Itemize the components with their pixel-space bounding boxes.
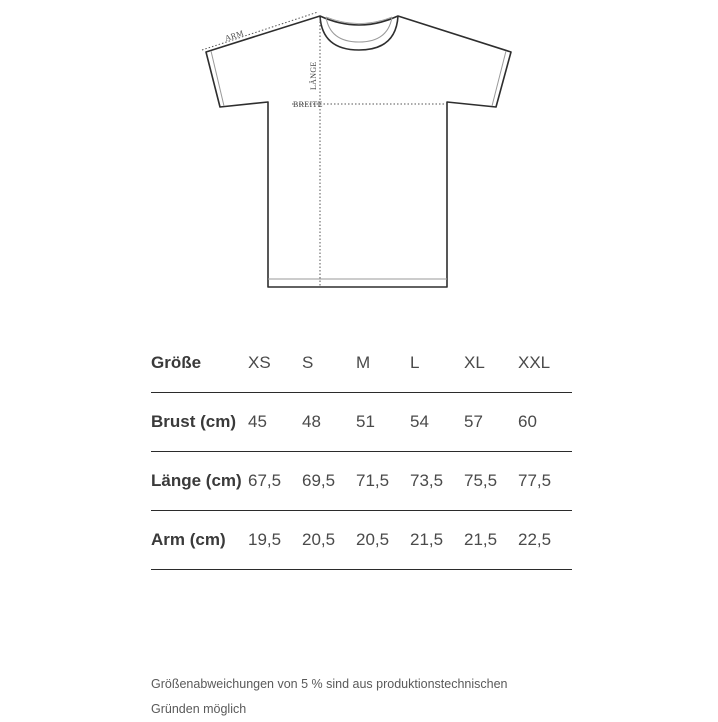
arm-measure-line <box>202 12 318 50</box>
table-cell: 22,5 <box>518 511 572 570</box>
table-cell: 71,5 <box>356 452 410 511</box>
table-cell: 48 <box>302 393 356 452</box>
table-cell: 21,5 <box>410 511 464 570</box>
table-cell: 60 <box>518 393 572 452</box>
table-cell: 67,5 <box>248 452 302 511</box>
header-cell: XL <box>464 353 485 372</box>
width-label: BREITE <box>293 100 323 109</box>
header-cell: XXL <box>518 353 551 372</box>
length-label: LÄNGE <box>309 61 318 90</box>
tshirt-diagram <box>0 0 718 300</box>
header-cell: M <box>356 353 371 372</box>
table-cell: 21,5 <box>464 511 518 570</box>
arm-label: ARM <box>223 28 245 43</box>
table-cell: 19,5 <box>248 511 302 570</box>
table-cell: 20,5 <box>356 511 410 570</box>
size-tolerance-note: Größenabweichungen von 5 % sind aus produktionstechnischen Gründen möglich <box>151 677 508 716</box>
table-cell: 51 <box>356 393 410 452</box>
row-label: Arm (cm) <box>151 511 248 570</box>
table-cell: 73,5 <box>410 452 464 511</box>
table-cell: 45 <box>248 393 302 452</box>
row-label: Länge (cm) <box>151 452 248 511</box>
row-label: Brust (cm) <box>151 393 248 452</box>
table-cell: 77,5 <box>518 452 572 511</box>
header-cell: S <box>302 353 314 372</box>
table-cell: 20,5 <box>302 511 356 570</box>
tshirt-outline <box>206 16 511 287</box>
header-cell: XS <box>248 353 271 372</box>
header-cell: Größe <box>151 353 202 372</box>
table-row <box>151 393 572 452</box>
header-cell: L <box>410 353 420 372</box>
table-row <box>151 452 572 511</box>
table-header-row <box>151 334 572 393</box>
table-cell: 54 <box>410 393 464 452</box>
table-row <box>151 511 572 570</box>
table-cell: 57 <box>464 393 518 452</box>
table-cell: 69,5 <box>302 452 356 511</box>
size-table <box>151 334 572 570</box>
table-cell: 75,5 <box>464 452 518 511</box>
